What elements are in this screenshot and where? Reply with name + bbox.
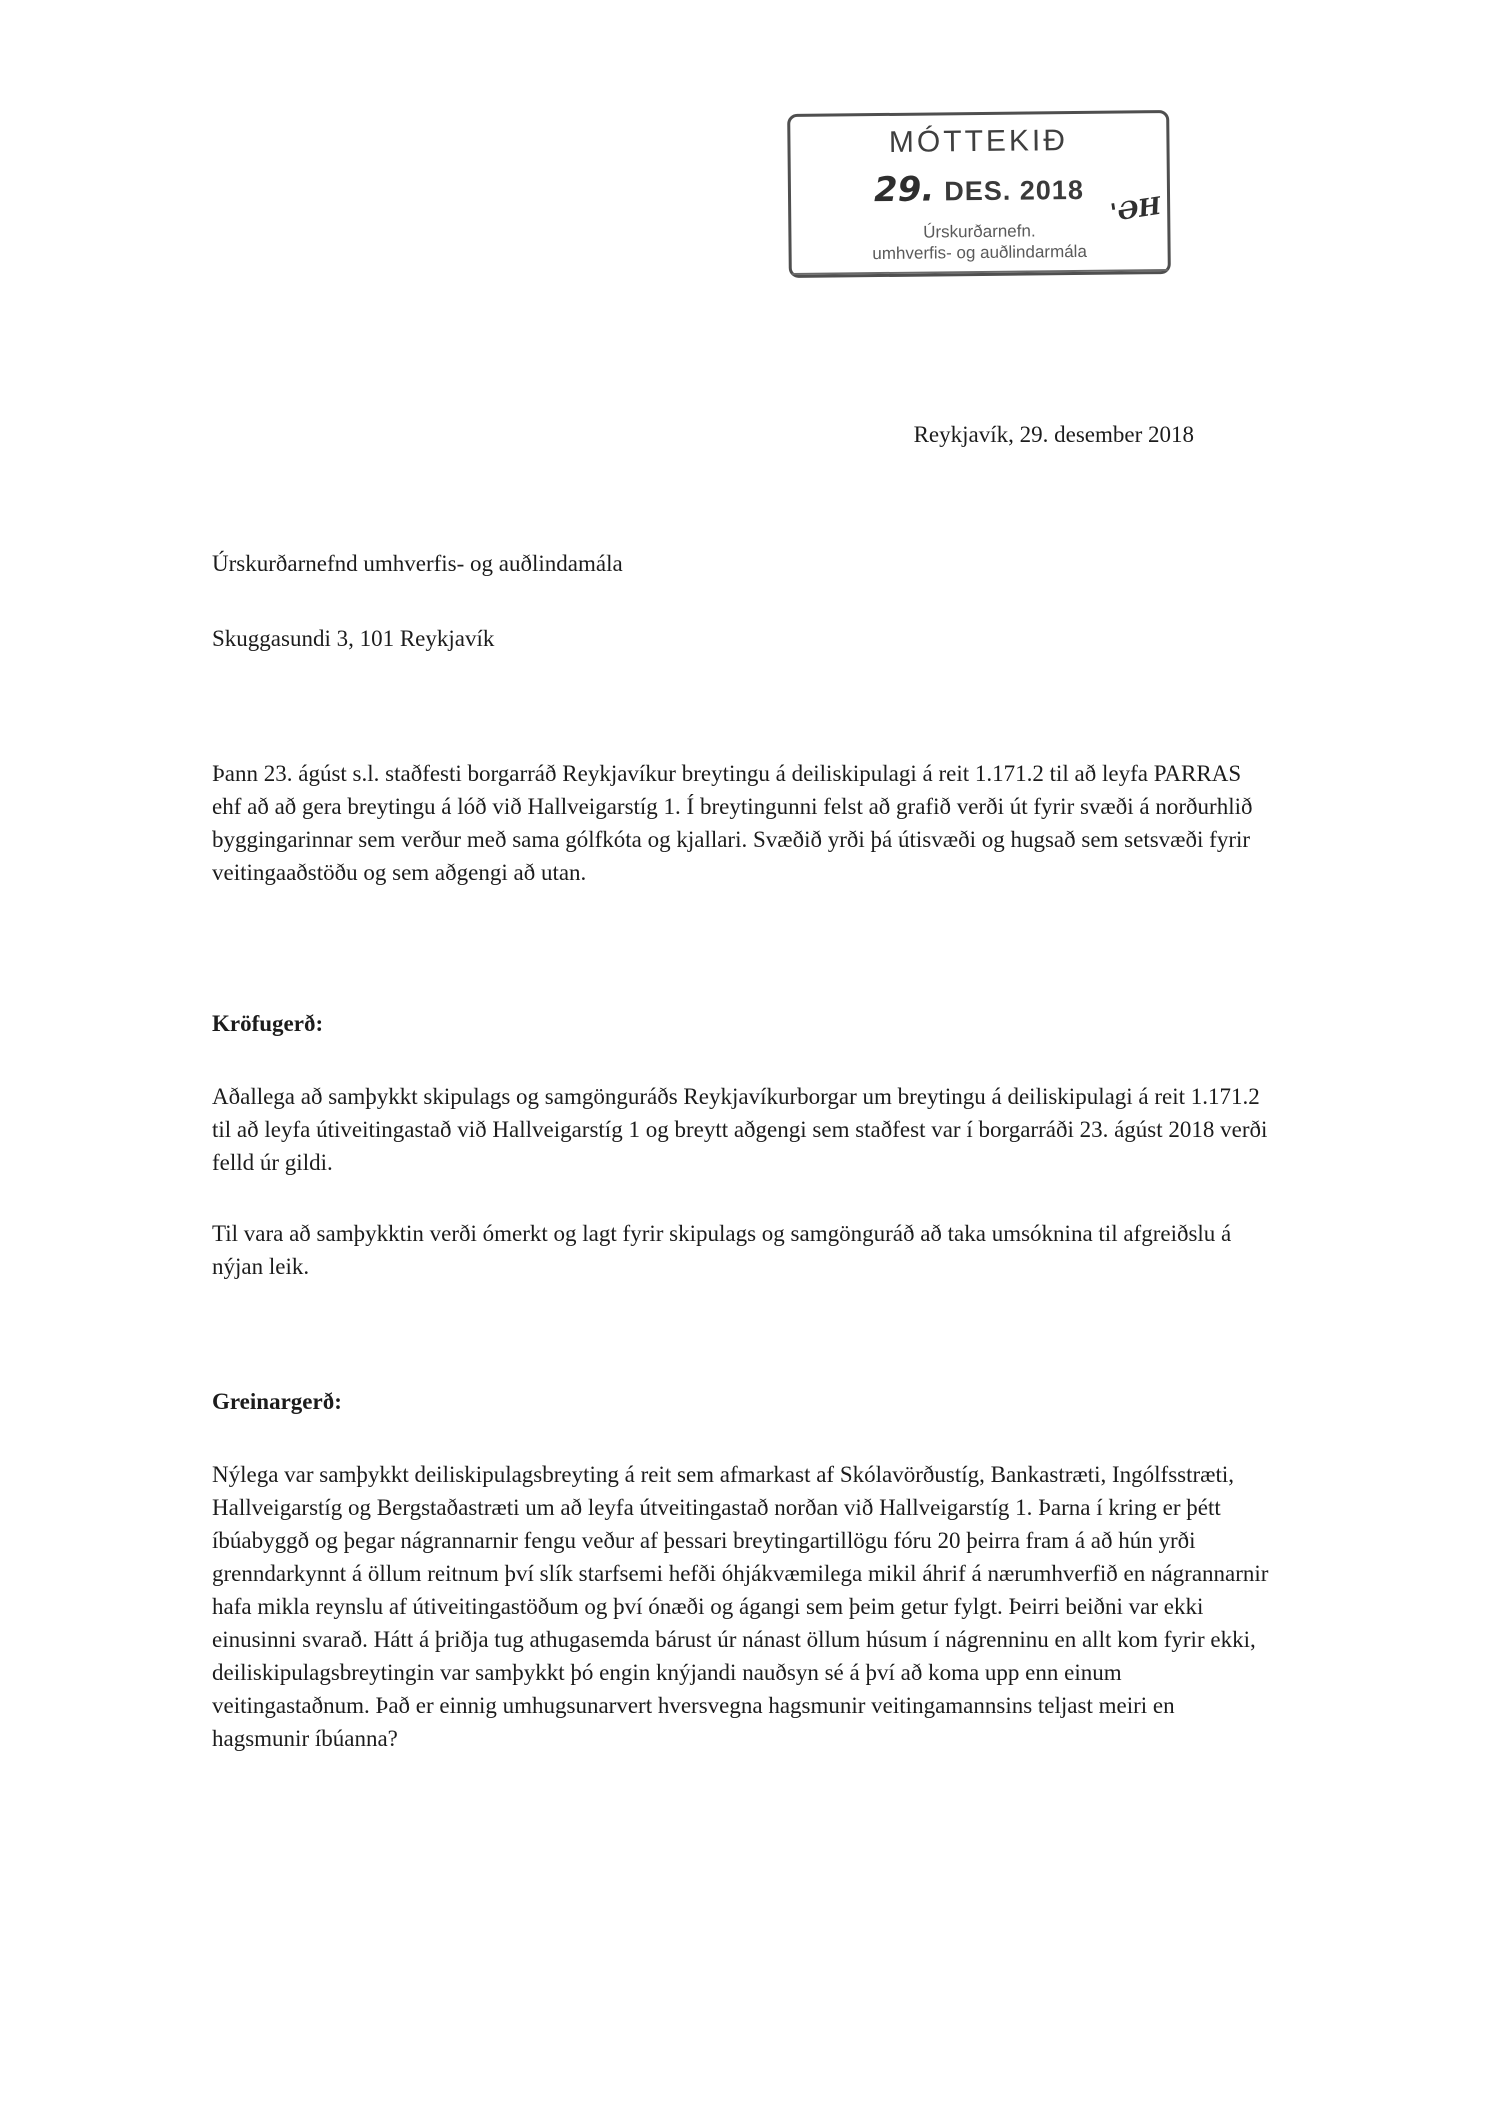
stamp-received-label: MÓTTEKIÐ — [888, 124, 1069, 159]
intro-paragraph: Þann 23. ágúst s.l. staðfesti borgarráð Reykjavíkur breytingu á deiliskipulagi á reit 1.171.2 til að leyfa PARRAS ehf að að gera breytingu á lóð við Hallveigarstíg 1. Í breytingunni felst að grafið verði út fyrir svæði á norðurhlið byggingarinnar sem verður með sama gólfkóta og kjallari. Svæðið yrði þá útisvæði og hugsað sem setsvæði fyrir veitingaaðstöðu og sem aðgengi að utan. — [212, 761, 1253, 885]
section-heading-krofugerd: Kröfugerð: — [212, 1011, 324, 1036]
letter-date-line: Reykjavík, 29. desember 2018 — [913, 422, 1194, 447]
krofugerd-paragraph-1: Aðallega að samþykkt skipulags og samgönguráðs Reykjavíkurborgar um breytingu á deiliskipulagi á reit 1.171.2 til að leyfa útiveitingastað við Hallveigarstíg 1 og breytt aðgengi sem staðfest var í borgarráði 23. ágúst 2018 verði felld úr gildi. — [212, 1084, 1268, 1175]
stamp-org-line2: umhverfis- og auðlindarmála — [792, 240, 1168, 274]
section-heading-greinargerd: Greinargerð: — [212, 1389, 342, 1414]
stamp-date-day: 29. — [873, 169, 935, 211]
krofugerd-paragraph-2: Til vara að samþykktin verði ómerkt og lagt fyrir skipulags og samgönguráð að taka umsóknina til afgreiðslu á nýjan leik. — [212, 1221, 1232, 1279]
stamp-date-rest: DES. 2018 — [944, 174, 1085, 207]
recipient-name: Úrskurðarnefnd umhverfis- og auðlindamála — [212, 551, 623, 576]
stamp-org-line1: Úrskurðarnefn. — [923, 221, 1036, 242]
greinargerd-paragraph-1: Nýlega var samþykkt deiliskipulagsbreyting á reit sem afmarkast af Skólavörðustíg, Bankastræti, Ingólfsstræti, Hallveigarstíg og Bergstaðastræti um að leyfa útveitingastað norðan við Hallveigarstíg 1. Þarna í kring er þétt íbúabyggð og þegar nágrannarnir fengu veður af þessari breytingartillögu fóru 20 þeirra fram á að hún yrði grenndarkynnt á öllum reitnum því slík starfsemi hefði óhjákvæmilega mikil áhrif á nærumhverfið en nágrannarnir hafa mikla reynslu af útiveitingastöðum og því ónæði og ágangi sem þeim getur fylgt. Þeirri beiðni var ekki einusinni svarað. Hátt á þriðja tug athugasemda bárust úr nánast öllum húsum í nágrenninu en allt kom fyrir ekki, deiliskipulagsbreytingin var samþykkt þó engin knýjandi nauðsyn sé á því að koma upp enn einum veitingastaðnum. Það er einnig umhugsunarvert hversvegna hagsmunir veitingamannsins teljast meiri en hagsmunir íbúanna? — [212, 1462, 1269, 1751]
stamp-handwritten-initials: 'ƏH — [1108, 190, 1164, 228]
recipient-address: Skuggasundi 3, 101 Reykjavík — [212, 626, 495, 651]
